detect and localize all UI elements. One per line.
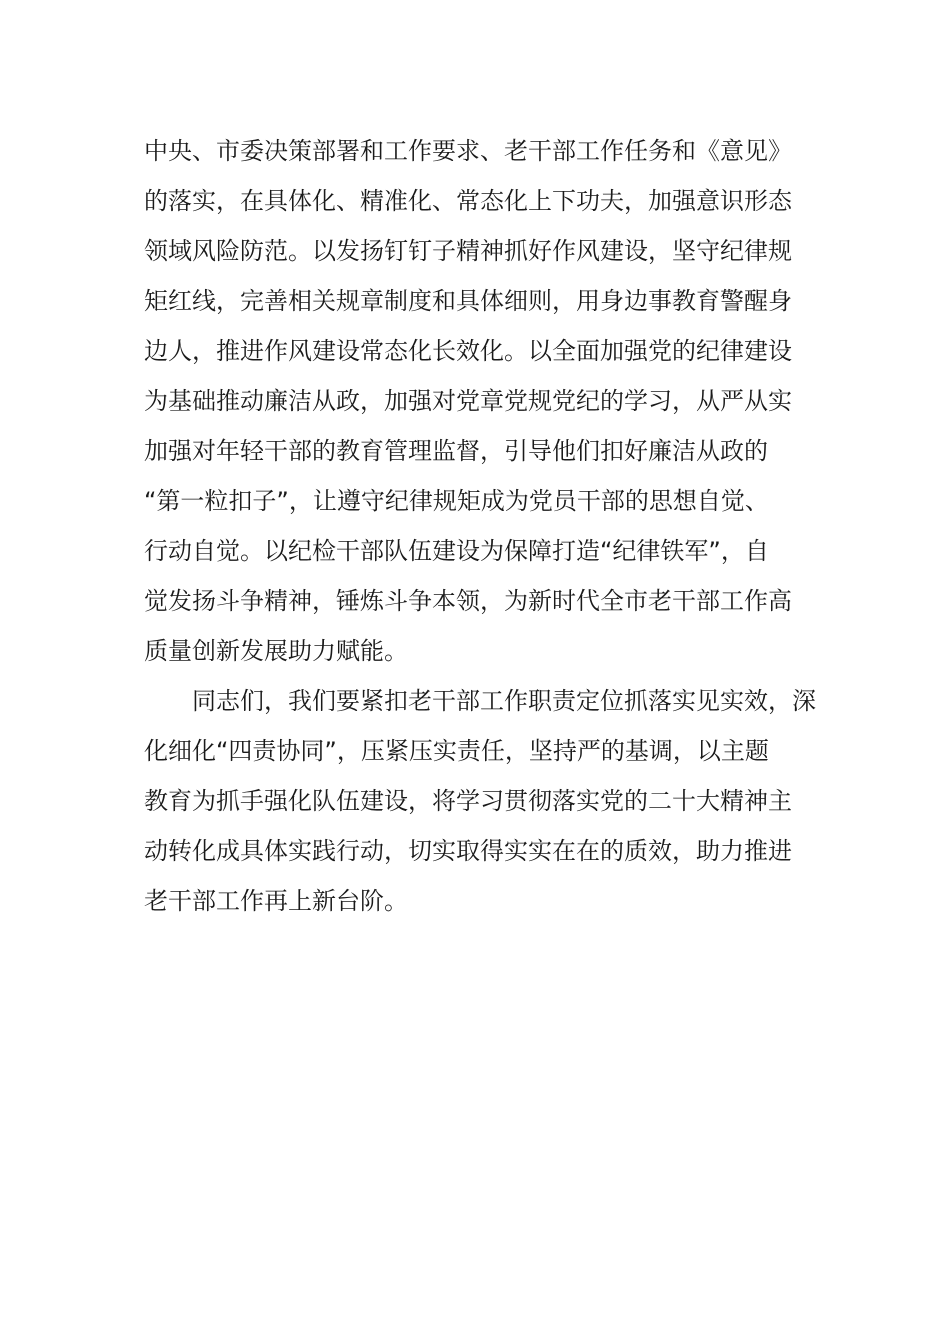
text-line: 中央、市委决策部署和工作要求、老干部工作任务和《意见》 [144,137,792,165]
text-line: 为基础推动廉洁从政，加强对党章党规党纪的学习，从严从实 [144,387,792,415]
text-line: 边人，推进作风建设常态化长效化。以全面加强党的纪律建设 [144,337,792,365]
text-line: 矩红线，完善相关规章制度和具体细则，用身边事教育警醒身 [144,287,792,315]
text-line: 化细化“四责协同”，压紧压实责任，坚持严的基调，以主题 [144,737,769,765]
text-line: 的落实，在具体化、精准化、常态化上下功夫，加强意识形态 [144,187,792,215]
text-line: 觉发扬斗争精神，锤炼斗争本领，为新时代全市老干部工作高 [144,587,792,615]
text-line: 领域风险防范。以发扬钉钉子精神抓好作风建设，坚守纪律规 [144,237,792,265]
text-line: 动转化成具体实践行动，切实取得实实在在的质效，助力推进 [144,837,792,865]
text-line: 行动自觉。以纪检干部队伍建设为保障打造“纪律铁军”，自 [144,537,769,565]
text-line: “第一粒扣子”，让遵守纪律规矩成为党员干部的思想自觉、 [144,487,769,515]
text-line: 加强对年轻干部的教育管理监督，引导他们扣好廉洁从政的 [144,437,768,465]
text-line: 教育为抓手强化队伍建设，将学习贯彻落实党的二十大精神主 [144,787,792,815]
text-line: 质量创新发展助力赋能。 [144,637,408,665]
body-text [144,126,824,926]
text-line: 同志们，我们要紧扣老干部工作职责定位抓落实见实效，深 [144,687,816,715]
text-line: 老干部工作再上新台阶。 [144,887,408,915]
